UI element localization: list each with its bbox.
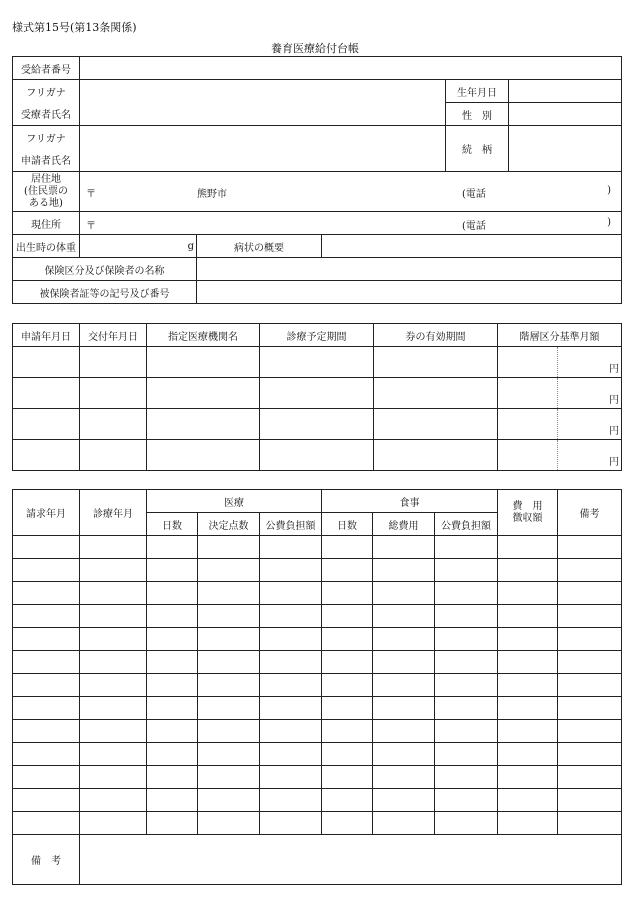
cell-treatment-period[interactable] — [260, 347, 374, 378]
cell-medical-public-burden[interactable] — [260, 674, 322, 697]
cell-claim-month[interactable] — [13, 697, 80, 720]
table-row — [13, 674, 622, 697]
cell-tier-left[interactable] — [498, 409, 558, 440]
cell-meal-total-cost[interactable] — [373, 628, 435, 651]
cell-meal-total-cost[interactable] — [373, 766, 435, 789]
cell-meal-total-cost[interactable] — [373, 559, 435, 582]
cell-medical-institution[interactable] — [147, 409, 260, 440]
cell-ticket-validity[interactable] — [374, 409, 498, 440]
cell-medical-points[interactable] — [198, 628, 260, 651]
table-row — [13, 440, 622, 471]
city-name: 熊野市 — [197, 189, 227, 200]
cell-treatment-month[interactable] — [80, 766, 147, 789]
cell-tier-amount[interactable] — [558, 409, 622, 440]
cell-medical-public-burden[interactable] — [260, 651, 322, 674]
cell-medical-days[interactable] — [147, 697, 198, 720]
cell-treatment-month[interactable] — [80, 812, 147, 835]
cell-meal-public-burden[interactable] — [435, 697, 498, 720]
cell-medical-points[interactable] — [198, 674, 260, 697]
cell-tier-left[interactable] — [498, 347, 558, 378]
table-row — [13, 559, 622, 582]
table-row — [13, 378, 622, 409]
cell-medical-public-burden[interactable] — [260, 559, 322, 582]
header-cost-line1: 費 用 — [512, 500, 543, 512]
cell-treatment-month[interactable] — [80, 628, 147, 651]
billing-rows — [13, 536, 622, 835]
cell-medical-days[interactable] — [147, 674, 198, 697]
header-treatment-period: 診療予定期間 — [260, 324, 374, 347]
cell-medical-days[interactable] — [147, 789, 198, 812]
cell-treatment-month[interactable] — [80, 720, 147, 743]
yen-unit: 円 — [609, 457, 619, 468]
cell-medical-public-burden[interactable] — [260, 605, 322, 628]
table-row — [13, 766, 622, 789]
cell-treatment-month[interactable] — [80, 605, 147, 628]
header-ticket-validity: 券の有効期間 — [374, 324, 498, 347]
cell-remarks[interactable] — [558, 674, 622, 697]
cell-medical-points[interactable] — [198, 651, 260, 674]
cell-cost-collected[interactable] — [498, 743, 558, 766]
header-meal-total-cost: 総費用 — [373, 513, 435, 536]
insurance-field[interactable] — [197, 258, 622, 281]
cell-medical-public-burden[interactable] — [260, 789, 322, 812]
header-meal: 食事 — [322, 490, 498, 513]
cell-claim-month[interactable] — [13, 674, 80, 697]
cell-medical-points[interactable] — [198, 582, 260, 605]
cell-cost-collected[interactable] — [498, 697, 558, 720]
insured-id-label: 被保険者証等の記号及び番号 — [13, 281, 197, 304]
cell-claim-month[interactable] — [13, 720, 80, 743]
cell-meal-public-burden[interactable] — [435, 789, 498, 812]
cell-treatment-month[interactable] — [80, 536, 147, 559]
birth-date-field[interactable] — [509, 80, 622, 103]
cell-application-date[interactable] — [13, 378, 80, 409]
header-medical-public-burden: 公費負担額 — [260, 513, 322, 536]
cell-cost-collected[interactable] — [498, 651, 558, 674]
cell-remarks[interactable] — [558, 605, 622, 628]
cell-cost-collected[interactable] — [498, 605, 558, 628]
table-row — [13, 697, 622, 720]
header-medical-institution: 指定医療機関名 — [147, 324, 260, 347]
header-medical: 医療 — [147, 490, 322, 513]
cell-meal-days[interactable] — [322, 536, 373, 559]
cell-tier-amount[interactable] — [558, 378, 622, 409]
cell-claim-month[interactable] — [13, 766, 80, 789]
cell-meal-public-burden[interactable] — [435, 812, 498, 835]
cell-meal-total-cost[interactable] — [373, 651, 435, 674]
cell-meal-public-burden[interactable] — [435, 674, 498, 697]
cell-meal-days[interactable] — [322, 697, 373, 720]
cell-meal-days[interactable] — [322, 651, 373, 674]
cell-meal-total-cost[interactable] — [373, 812, 435, 835]
header-application-date: 申請年月日 — [13, 324, 80, 347]
cell-cost-collected[interactable] — [498, 536, 558, 559]
cell-medical-points[interactable] — [198, 812, 260, 835]
cell-meal-total-cost[interactable] — [373, 789, 435, 812]
header-remarks: 備考 — [558, 490, 622, 536]
cell-tier-amount[interactable] — [558, 347, 622, 378]
patient-name-label: 受療者氏名 — [13, 103, 80, 126]
residence-field[interactable] — [80, 172, 622, 212]
cell-medical-points[interactable] — [198, 720, 260, 743]
cell-meal-days[interactable] — [322, 812, 373, 835]
cell-treatment-month[interactable] — [80, 651, 147, 674]
page-title: 養育医療給付台帳 — [271, 42, 359, 55]
furigana-label: フリガナ — [13, 80, 80, 103]
cell-remarks[interactable] — [558, 559, 622, 582]
table-row — [13, 789, 622, 812]
cell-medical-public-burden[interactable] — [260, 582, 322, 605]
birth-weight-label: 出生時の体重 — [13, 235, 80, 258]
cell-medical-public-burden[interactable] — [260, 536, 322, 559]
cell-application-date[interactable] — [13, 409, 80, 440]
insured-id-field[interactable] — [197, 281, 622, 304]
table-row — [13, 536, 622, 559]
phone-close-2: ) — [607, 217, 611, 228]
cell-issue-date[interactable] — [80, 347, 147, 378]
cell-claim-month[interactable] — [13, 536, 80, 559]
header-meal-days: 日数 — [322, 513, 373, 536]
relation-field[interactable] — [509, 126, 622, 172]
cell-medical-days[interactable] — [147, 628, 198, 651]
postal-mark: 〒 — [86, 189, 96, 200]
cell-claim-month[interactable] — [13, 789, 80, 812]
cell-claim-month[interactable] — [13, 812, 80, 835]
residence-label-line1: 居住地 — [31, 173, 61, 185]
cell-remarks[interactable] — [558, 697, 622, 720]
application-table — [12, 323, 622, 471]
cell-treatment-month[interactable] — [80, 559, 147, 582]
cell-ticket-validity[interactable] — [374, 440, 498, 471]
cell-issue-date[interactable] — [80, 440, 147, 471]
recipient-number-field[interactable] — [80, 57, 622, 80]
cell-medical-points[interactable] — [198, 789, 260, 812]
cell-meal-public-burden[interactable] — [435, 720, 498, 743]
cell-meal-total-cost[interactable] — [373, 743, 435, 766]
residence-label — [13, 172, 80, 212]
cell-cost-collected[interactable] — [498, 720, 558, 743]
cell-cost-collected[interactable] — [498, 766, 558, 789]
cell-cost-collected[interactable] — [498, 812, 558, 835]
cell-medical-public-burden[interactable] — [260, 812, 322, 835]
cell-remarks[interactable] — [558, 766, 622, 789]
patient-name-field[interactable] — [80, 80, 446, 126]
phone-open: (電話 — [462, 189, 486, 200]
table-row — [13, 347, 622, 378]
cell-meal-total-cost[interactable] — [373, 582, 435, 605]
cell-remarks[interactable] — [558, 720, 622, 743]
header-tier-monthly-amount: 階層区分基準月額 — [498, 324, 622, 347]
applicant-name-field[interactable] — [80, 126, 446, 172]
current-address-label: 現住所 — [13, 212, 80, 235]
residence-label-line2: (住民票の — [24, 185, 68, 197]
condition-label: 病状の概要 — [197, 235, 322, 258]
cell-claim-month[interactable] — [13, 582, 80, 605]
cell-medical-days[interactable] — [147, 651, 198, 674]
cell-remarks[interactable] — [558, 582, 622, 605]
cell-cost-collected[interactable] — [498, 582, 558, 605]
cell-medical-institution[interactable] — [147, 378, 260, 409]
cell-remarks[interactable] — [558, 536, 622, 559]
cell-meal-days[interactable] — [322, 789, 373, 812]
recipient-number-label: 受給者番号 — [13, 57, 80, 80]
cell-meal-days[interactable] — [322, 628, 373, 651]
cell-ticket-validity[interactable] — [374, 378, 498, 409]
billing-table — [12, 489, 622, 885]
table-row — [13, 743, 622, 766]
postal-mark-2: 〒 — [86, 221, 96, 232]
cell-claim-month[interactable] — [13, 651, 80, 674]
sex-field[interactable] — [509, 103, 622, 126]
weight-unit: g — [187, 240, 194, 252]
sex-label: 性 別 — [446, 103, 509, 126]
yen-unit: 円 — [609, 395, 619, 406]
table-row — [13, 409, 622, 440]
cell-treatment-period[interactable] — [260, 440, 374, 471]
cell-treatment-period[interactable] — [260, 409, 374, 440]
cell-meal-public-burden[interactable] — [435, 605, 498, 628]
cell-medical-days[interactable] — [147, 559, 198, 582]
birth-weight-field[interactable] — [80, 235, 197, 258]
cell-ticket-validity[interactable] — [374, 347, 498, 378]
cell-meal-public-burden[interactable] — [435, 743, 498, 766]
cell-application-date[interactable] — [13, 347, 80, 378]
table-row — [13, 605, 622, 628]
cell-medical-public-burden[interactable] — [260, 766, 322, 789]
cell-meal-public-burden[interactable] — [435, 766, 498, 789]
header-claim-month: 請求年月 — [13, 490, 80, 536]
cell-cost-collected[interactable] — [498, 628, 558, 651]
cell-meal-public-burden[interactable] — [435, 582, 498, 605]
cell-medical-institution[interactable] — [147, 347, 260, 378]
cell-meal-total-cost[interactable] — [373, 605, 435, 628]
cell-remarks[interactable] — [558, 789, 622, 812]
cell-claim-month[interactable] — [13, 628, 80, 651]
form-number: 様式第15号(第13条関係) — [12, 21, 137, 34]
yen-unit: 円 — [609, 364, 619, 375]
table-row — [13, 720, 622, 743]
cell-meal-days[interactable] — [322, 559, 373, 582]
header-meal-public-burden: 公費負担額 — [435, 513, 498, 536]
cell-tier-amount[interactable] — [558, 440, 622, 471]
cell-medical-points[interactable] — [198, 766, 260, 789]
cell-medical-days[interactable] — [147, 536, 198, 559]
cell-meal-days[interactable] — [322, 582, 373, 605]
cell-issue-date[interactable] — [80, 409, 147, 440]
cell-remarks[interactable] — [558, 628, 622, 651]
header-treatment-month: 診療年月 — [80, 490, 147, 536]
cell-medical-points[interactable] — [198, 697, 260, 720]
cell-treatment-month[interactable] — [80, 743, 147, 766]
cell-meal-public-burden[interactable] — [435, 536, 498, 559]
bottom-remarks-label: 備 考 — [13, 835, 80, 885]
current-address-field[interactable] — [80, 212, 622, 235]
cell-meal-days[interactable] — [322, 720, 373, 743]
cell-claim-month[interactable] — [13, 559, 80, 582]
condition-field[interactable] — [322, 235, 622, 258]
cell-medical-points[interactable] — [198, 743, 260, 766]
cell-issue-date[interactable] — [80, 378, 147, 409]
cell-tier-left[interactable] — [498, 378, 558, 409]
cell-treatment-month[interactable] — [80, 789, 147, 812]
birth-date-label: 生年月日 — [446, 80, 509, 103]
cell-treatment-month[interactable] — [80, 582, 147, 605]
cell-treatment-month[interactable] — [80, 674, 147, 697]
cell-meal-public-burden[interactable] — [435, 628, 498, 651]
yen-unit: 円 — [609, 426, 619, 437]
cell-remarks[interactable] — [558, 651, 622, 674]
cell-medical-points[interactable] — [198, 559, 260, 582]
bottom-remarks-field[interactable] — [80, 835, 622, 885]
recipient-info-table — [12, 56, 622, 304]
insurance-label: 保険区分及び保険者の名称 — [13, 258, 197, 281]
cell-remarks[interactable] — [558, 743, 622, 766]
cell-meal-total-cost[interactable] — [373, 674, 435, 697]
cell-meal-total-cost[interactable] — [373, 536, 435, 559]
cell-meal-days[interactable] — [322, 605, 373, 628]
residence-label-line3: ある地) — [29, 197, 63, 209]
header-issue-date: 交付年月日 — [80, 324, 147, 347]
cell-meal-total-cost[interactable] — [373, 697, 435, 720]
cell-cost-collected[interactable] — [498, 559, 558, 582]
cell-medical-days[interactable] — [147, 605, 198, 628]
cell-claim-month[interactable] — [13, 743, 80, 766]
cell-tier-left[interactable] — [498, 440, 558, 471]
cell-medical-days[interactable] — [147, 582, 198, 605]
cell-medical-days[interactable] — [147, 766, 198, 789]
header-cost-collected — [498, 490, 558, 536]
cell-medical-institution[interactable] — [147, 440, 260, 471]
applicant-name-label: 申請者氏名 — [13, 149, 80, 172]
cell-medical-public-burden[interactable] — [260, 720, 322, 743]
cell-medical-days[interactable] — [147, 812, 198, 835]
cell-meal-days[interactable] — [322, 766, 373, 789]
cell-meal-public-burden[interactable] — [435, 559, 498, 582]
cell-medical-days[interactable] — [147, 743, 198, 766]
cell-medical-public-burden[interactable] — [260, 697, 322, 720]
table-row — [13, 628, 622, 651]
phone-close: ) — [607, 185, 611, 196]
cell-medical-days[interactable] — [147, 720, 198, 743]
cell-meal-days[interactable] — [322, 743, 373, 766]
table-row — [13, 651, 622, 674]
cell-cost-collected[interactable] — [498, 789, 558, 812]
cell-meal-total-cost[interactable] — [373, 720, 435, 743]
cell-meal-days[interactable] — [322, 674, 373, 697]
cell-medical-public-burden[interactable] — [260, 628, 322, 651]
phone-open-2: (電話 — [462, 221, 486, 232]
header-medical-days: 日数 — [147, 513, 198, 536]
cell-treatment-month[interactable] — [80, 697, 147, 720]
header-cost-line2: 徴収額 — [512, 512, 543, 524]
applicant-furigana-label: フリガナ — [13, 126, 80, 149]
cell-medical-points[interactable] — [198, 605, 260, 628]
cell-remarks[interactable] — [558, 812, 622, 835]
cell-medical-public-burden[interactable] — [260, 743, 322, 766]
cell-meal-public-burden[interactable] — [435, 651, 498, 674]
cell-application-date[interactable] — [13, 440, 80, 471]
cell-cost-collected[interactable] — [498, 674, 558, 697]
table-row — [13, 812, 622, 835]
header-medical-points: 決定点数 — [198, 513, 260, 536]
relation-label: 続 柄 — [446, 126, 509, 172]
cell-medical-points[interactable] — [198, 536, 260, 559]
table-row — [13, 582, 622, 605]
cell-claim-month[interactable] — [13, 605, 80, 628]
cell-treatment-period[interactable] — [260, 378, 374, 409]
